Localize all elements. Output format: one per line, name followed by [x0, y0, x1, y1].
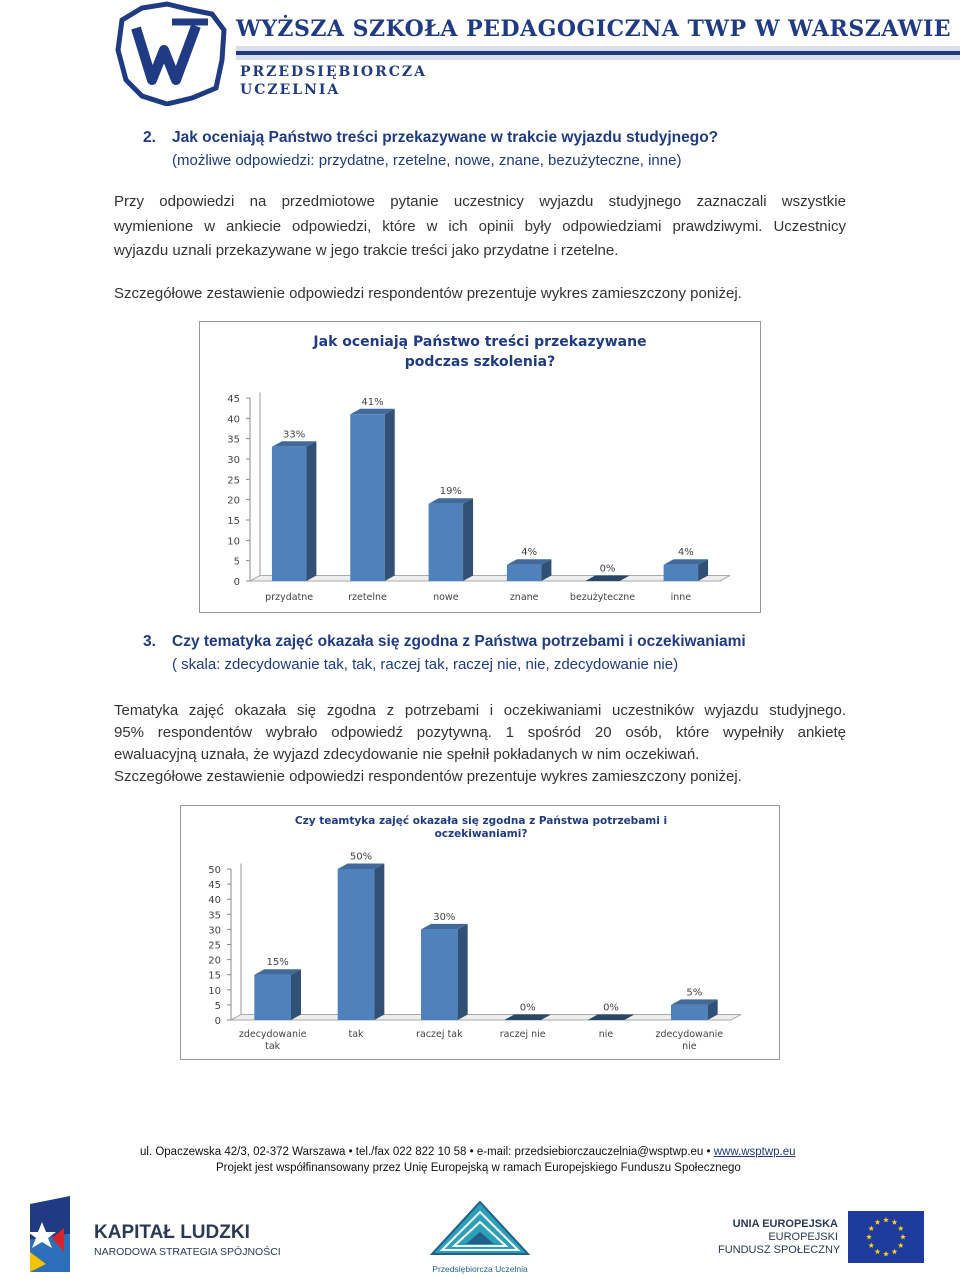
chart-bar [671, 999, 718, 1020]
question-3-paragraph [114, 700, 846, 788]
bar-data-label: 0% [519, 1002, 536, 1014]
bar-front [429, 504, 463, 581]
bar-side [385, 409, 395, 581]
x-category-label: raczej nie [499, 1029, 546, 1040]
y-tick-label: 15 [227, 516, 240, 527]
bar-data-label: 0% [603, 1002, 619, 1014]
chart-title-line-2: podczas szkolenia? [404, 354, 556, 370]
kapital-ludzki-logo-icon [24, 1194, 78, 1274]
question-3-options: ( skala: zdecydowanie tak, tak, raczej tak, raczej nie, nie, zdecydowanie nie) [172, 656, 679, 673]
footer-cofinance: Projekt jest współfinansowany przez Unię Europejską w ramach Europejskiego Funduszu Społecznego [216, 1162, 741, 1174]
y-tick-label: 45 [208, 880, 221, 892]
y-tick-label: 5 [233, 556, 240, 568]
bar-front [338, 869, 375, 1020]
bar-side [291, 969, 301, 1020]
question-3-title: Czy tematyka zajęć okazała się zgodna z Państwa potrzebami i oczekiwaniami [172, 633, 746, 650]
chart-floor [231, 1015, 741, 1021]
school-logo-icon [112, 0, 232, 106]
chart-title-line-1: Czy teamtyka zajęć okazała się zgodna z Państwa potrzebami i [294, 815, 668, 827]
chart-bar [421, 924, 468, 1020]
bar-data-label: 50% [349, 851, 373, 863]
bar-data-label: 33% [283, 429, 306, 441]
bar-front [664, 565, 698, 581]
paragraph-line: wyjazdu uznali przekazywane w jego trakcie treści jako przydatne i rzetelne. [114, 242, 619, 259]
chart-1-frame [199, 321, 761, 613]
header-stripe [236, 46, 960, 60]
chart-2 [181, 806, 779, 1059]
y-tick-label: 0 [214, 1016, 221, 1027]
question-3-number: 3. [143, 633, 156, 650]
y-tick-label: 10 [227, 536, 240, 548]
header-subtitle-line2: UCZELNIA [240, 82, 341, 98]
bar-data-label: 41% [361, 396, 384, 408]
chart-bar [272, 441, 316, 581]
x-category-label: tak [265, 1041, 281, 1052]
x-category-label: bezużyteczne [569, 592, 636, 603]
bar-data-label: 0% [599, 563, 616, 575]
chart-bar [254, 969, 301, 1020]
chart-bar [664, 559, 708, 581]
paragraph-line: Tematyka zajęć okazała się zgodna z potrzebami i oczekiwaniami uczestników wyjazdu studyjnego. [114, 702, 846, 719]
question-2-paragraph [114, 190, 846, 264]
bar-data-label: 5% [686, 987, 703, 999]
x-category-label: inne [670, 592, 692, 603]
paragraph-line: ewaluacyjną uznała, że wyjazd zdecydowanie nie spełnił pokładanych w nim oczekiwań. [114, 746, 700, 763]
header-subtitle-line1: PRZEDSIĘBIORCZA [240, 64, 427, 80]
bar-data-label: 30% [433, 911, 456, 923]
x-category-label: nie [598, 1029, 614, 1040]
chart-title-line-2: oczekiwaniami? [434, 828, 528, 840]
y-tick-label: 10 [208, 985, 221, 997]
y-tick-label: 50 [208, 865, 221, 876]
y-tick-label: 15 [208, 970, 221, 982]
y-tick-label: 25 [227, 475, 240, 487]
paragraph-line: 95% respondentów wybrało odpowiedź pozytywną. 1 spośród 20 osób, które wypełniły ankietę [114, 724, 846, 741]
x-category-label: tak [348, 1029, 364, 1040]
question-2-summary [114, 282, 846, 307]
chart-2-frame [180, 805, 780, 1060]
y-tick-label: 30 [227, 455, 240, 466]
paragraph-line: wymienione w ankiecie odpowiedzi, które w ich opinii były odpowiedziami prawdziwymi. Uczestnicy [114, 217, 846, 235]
bar-front [507, 565, 541, 581]
y-tick-label: 40 [227, 414, 240, 426]
chart-floor [250, 576, 730, 582]
x-category-label: zdecydowanie [238, 1029, 307, 1040]
bar-side [374, 864, 384, 1021]
paragraph-line: Szczegółowe zestawienie odpowiedzi respondentów prezentuje wykres zamieszczony poniżej. [114, 768, 742, 785]
footer-bullet: • [706, 1146, 711, 1158]
bar-data-label: 4% [677, 547, 694, 559]
question-2-number: 2. [143, 129, 156, 146]
przedsiebiorcza-uczelnia-logo-icon [428, 1200, 532, 1264]
bar-front [421, 929, 458, 1020]
bar-front [350, 414, 384, 581]
y-tick-label: 40 [208, 895, 221, 907]
bar-side [458, 924, 468, 1020]
chart-1 [200, 322, 760, 612]
footer-address: ul. Opaczewska 42/3, 02-372 Warszawa • tel./fax 022 822 10 58 • e-mail: przedsiebiorczauczelnia@wsptwp.eu [140, 1146, 704, 1158]
kapital-ludzki-subtitle: NARODOWA STRATEGIA SPÓJNOŚCI [94, 1246, 281, 1258]
ue-line-1: UNIA EUROPEJSKA [732, 1218, 838, 1230]
bar-data-label: 19% [439, 486, 462, 498]
x-category-label: rzetelne [348, 592, 387, 603]
ue-line-2: EUROPEJSKI [768, 1231, 838, 1243]
footer-website-link[interactable]: www.wsptwp.eu [713, 1146, 796, 1158]
x-category-label: nie [682, 1041, 697, 1052]
chart-bar [507, 559, 551, 581]
kapital-ludzki-title: KAPITAŁ LUDZKI [94, 1222, 250, 1243]
bar-data-label: 4% [521, 547, 538, 559]
ue-line-3: FUNDUSZ SPOŁECZNY [718, 1244, 841, 1256]
y-tick-label: 5 [214, 1000, 221, 1012]
bar-side [463, 498, 473, 581]
x-category-label: przydatne [265, 592, 314, 603]
paragraph-line: Przy odpowiedzi na przedmiotowe pytanie uczestnicy wyjazdu studyjnego zaznaczali wszystkie [114, 193, 846, 210]
chart-title-line-1: Jak oceniają Państwo treści przekazywane [313, 334, 647, 350]
question-2-title: Jak oceniają Państwo treści przekazywane w trakcie wyjazdu studyjnego? [172, 129, 719, 146]
y-tick-label: 0 [233, 577, 240, 588]
question-2-options: (możliwe odpowiedzi: przydatne, rzetelne, nowe, znane, bezużyteczne, inne) [172, 152, 682, 169]
center-logo-caption: Przedsiębiorcza Uczelnia [432, 1264, 528, 1274]
bar-side [306, 441, 316, 581]
bar-front [671, 1005, 708, 1020]
chart-bar [338, 864, 385, 1021]
bar-data-label: 15% [266, 957, 289, 969]
x-category-label: zdecydowanie [655, 1029, 724, 1040]
x-category-label: nowe [433, 592, 459, 603]
chart-bar [350, 409, 394, 581]
school-name: WYŻSZA SZKOŁA PEDAGOGICZNA TWP W WARSZAWIE [236, 16, 952, 42]
y-tick-label: 45 [227, 394, 240, 405]
x-category-label: znane [509, 592, 539, 603]
y-tick-label: 35 [208, 910, 221, 922]
y-tick-label: 20 [227, 495, 240, 507]
y-tick-label: 20 [208, 955, 221, 967]
y-tick-label: 35 [227, 434, 240, 446]
footer-address-line [140, 1146, 796, 1158]
y-tick-label: 25 [208, 940, 221, 952]
eu-flag-icon [848, 1211, 924, 1263]
chart-bar [429, 498, 473, 581]
summary-line: Szczegółowe zestawienie odpowiedzi respondentów prezentuje wykres zamieszczony poniżej. [114, 285, 742, 302]
x-category-label: raczej tak [416, 1029, 463, 1040]
bar-front [272, 447, 306, 581]
y-tick-label: 30 [208, 925, 221, 937]
bar-front [254, 975, 291, 1020]
